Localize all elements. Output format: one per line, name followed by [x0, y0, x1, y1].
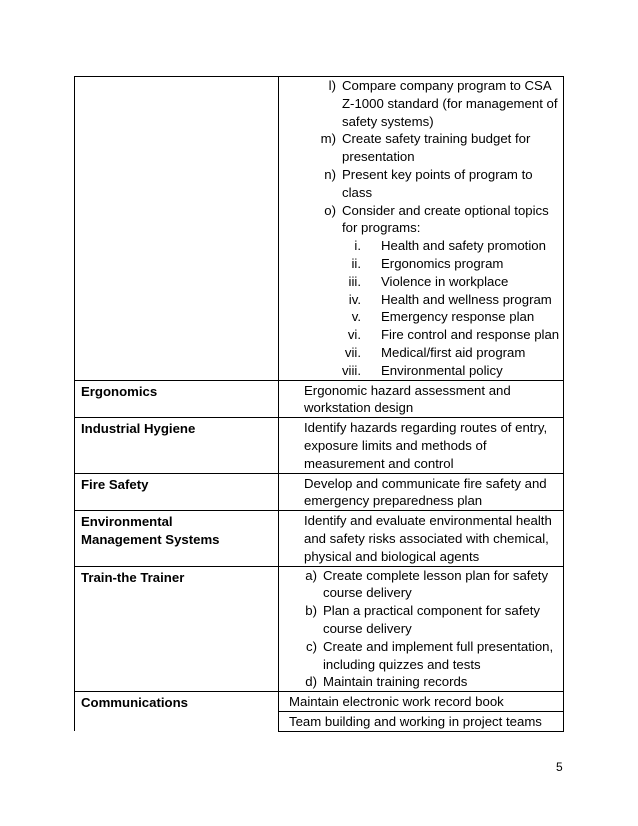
table-row	[75, 473, 564, 511]
topic-environmental-management: Environmental Management Systems	[75, 511, 279, 566]
details-environmental-management: Identify and evaluate environmental health and safety risks associated with chemical, physical and biological agents	[279, 511, 564, 566]
table-row	[75, 418, 564, 473]
table-row	[75, 511, 564, 566]
table-row	[75, 566, 564, 692]
list-item: ii. Ergonomics program	[351, 255, 504, 271]
topic-ergonomics: Ergonomics	[75, 380, 279, 418]
topic-fire-safety: Fire Safety	[75, 473, 279, 511]
list-item: vi. Fire control and response plan	[347, 327, 560, 343]
details-industrial-hygiene: Identify hazards regarding routes of entry, exposure limits and methods of measurement and control	[279, 418, 564, 473]
table-row	[75, 692, 564, 712]
list-item: viii. Environmental policy	[341, 362, 503, 378]
list-item: d) Maintain training records	[305, 674, 468, 690]
list-item: a) Create complete lesson plan for safety course delivery	[305, 567, 549, 601]
list-item: l) Compare company program to CSA Z-1000 standard (for management of safety systems)	[328, 78, 558, 129]
roman-sublist	[279, 237, 563, 379]
details-communications-2: Team building and working in project teams	[279, 711, 564, 731]
list-item: o) Consider and create optional topics for programs:	[324, 202, 549, 236]
list-item: v. Emergency response plan	[351, 309, 535, 325]
trainer-list	[279, 567, 563, 692]
list-item: n) Present key points of program to class	[324, 166, 533, 200]
page-number: 5	[556, 760, 563, 774]
details-communications-1: Maintain electronic work record book	[279, 692, 564, 712]
details-ergonomics: Ergonomic hazard assessment and workstation design	[279, 380, 564, 418]
details-train-the-trainer	[279, 566, 564, 692]
details-cell	[279, 77, 564, 381]
list-item: b) Plan a practical component for safety course delivery	[305, 603, 540, 636]
topic-communications: Communications	[75, 692, 279, 732]
details-fire-safety: Develop and communicate fire safety and emergency preparedness plan	[279, 473, 564, 511]
table-row	[75, 380, 564, 418]
list-item: iii. Violence in workplace	[348, 273, 509, 289]
list-item: c) Create and implement full presentation, including quizzes and tests	[306, 638, 554, 672]
list-item: vii. Medical/first aid program	[344, 344, 526, 360]
list-item: i. Health and safety promotion	[354, 238, 546, 254]
topic-cell-empty	[75, 77, 279, 381]
topic-industrial-hygiene: Industrial Hygiene	[75, 418, 279, 473]
topic-train-the-trainer: Train-the Trainer	[75, 566, 279, 692]
curriculum-table	[74, 76, 564, 732]
lettered-list	[279, 77, 563, 237]
table-row	[75, 77, 564, 381]
list-item: iv. Health and wellness program	[348, 291, 552, 307]
list-item: m) Create safety training budget for presentation	[320, 131, 531, 165]
